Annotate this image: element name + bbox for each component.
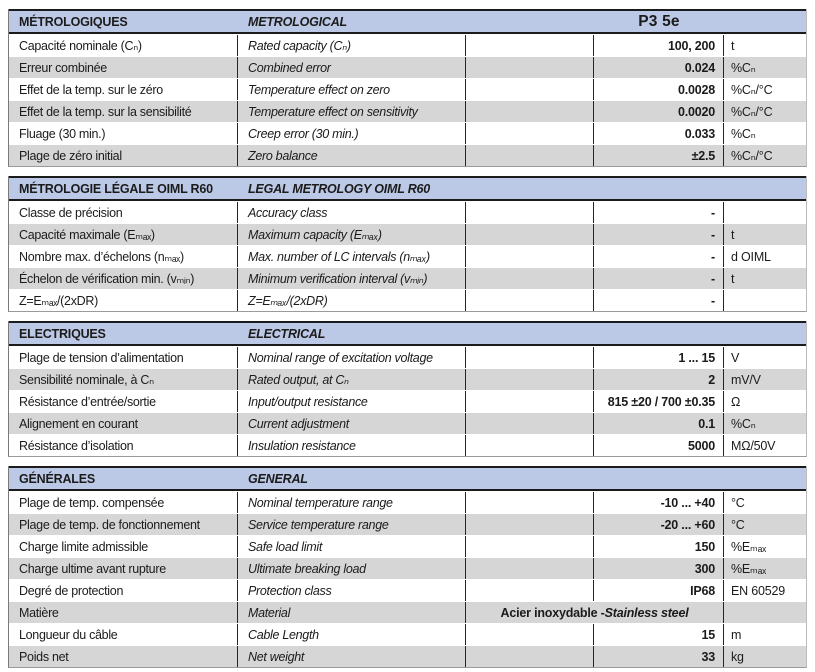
spec-row <box>9 390 806 412</box>
label-fr: Plage de temp. de fonctionnement <box>9 514 238 535</box>
label-fr: Charge ultime avant rupture <box>9 558 238 579</box>
section-title-en: LEGAL METROLOGY OIML R60 <box>248 181 431 196</box>
spec-row <box>9 34 806 56</box>
section-header <box>9 466 806 491</box>
empty-cell <box>466 558 594 579</box>
empty-cell <box>466 268 594 289</box>
spec-row <box>9 491 806 513</box>
value-cell: 0.1 <box>594 413 724 434</box>
section-title-en: GENERAL <box>248 471 308 486</box>
label-en: Temperature effect on zero <box>238 79 466 100</box>
unit-cell: °C <box>731 495 745 510</box>
unit-cell: %Cₙ <box>731 417 756 431</box>
unit-cell: d OIML <box>731 249 771 264</box>
product-name: P3 5e <box>638 12 680 30</box>
spec-row <box>9 100 806 122</box>
label-en: Cable Length <box>238 624 466 645</box>
unit-cell: %Cₙ/°C <box>731 83 773 97</box>
spec-row <box>9 601 806 623</box>
value-cell: - <box>594 268 724 289</box>
value-cell: 2 <box>594 369 724 390</box>
value-cell: 33 <box>594 646 724 667</box>
label-fr: Sensibilité nominale, à Cₙ <box>9 369 238 390</box>
value-text-fr: Acier inoxydable - <box>500 605 605 620</box>
value-cell: 100, 200 <box>594 35 724 56</box>
value-cell: IP68 <box>594 580 724 601</box>
spec-row <box>9 201 806 223</box>
spec-section <box>8 466 807 668</box>
label-en: Rated output, at Cₙ <box>238 369 466 390</box>
label-fr: Z=Eₘₐₓ/(2xDR) <box>9 290 238 311</box>
value-cell: - <box>594 290 724 311</box>
label-en: Rated capacity (Cₙ) <box>238 35 466 56</box>
label-fr: Capacité nominale (Cₙ) <box>9 35 238 56</box>
label-fr: Degré de protection <box>9 580 238 601</box>
empty-cell <box>466 290 594 311</box>
label-en: Z=Eₘₐₓ/(2xDR) <box>238 290 466 311</box>
label-en: Creep error (30 min.) <box>238 123 466 144</box>
label-fr: Résistance d’entrée/sortie <box>9 391 238 412</box>
label-en: Service temperature range <box>238 514 466 535</box>
unit-cell: kg <box>731 649 744 664</box>
unit-cell: t <box>731 227 735 242</box>
empty-cell <box>466 79 594 100</box>
label-fr: Capacité maximale (Eₘₐₓ) <box>9 224 238 245</box>
label-en: Nominal range of excitation voltage <box>238 347 466 368</box>
section-header <box>9 9 806 34</box>
unit-cell: MΩ/50V <box>731 438 776 453</box>
value-text-en: Stainless steel <box>604 605 689 620</box>
label-fr: Fluage (30 min.) <box>9 123 238 144</box>
value-cell: 0.0028 <box>594 79 724 100</box>
label-en: Material <box>238 602 466 623</box>
value-cell: -10 ... +40 <box>594 492 724 513</box>
section-header <box>9 176 806 201</box>
label-fr: Plage de temp. compensée <box>9 492 238 513</box>
label-en: Safe load limit <box>238 536 466 557</box>
spec-row <box>9 289 806 311</box>
spec-row <box>9 122 806 144</box>
label-fr: Classe de précision <box>9 202 238 223</box>
label-fr: Plage de tension d’alimentation <box>9 347 238 368</box>
spec-row <box>9 78 806 100</box>
empty-cell <box>466 224 594 245</box>
section-title-en: METROLOGICAL <box>248 14 347 29</box>
section-header <box>9 321 806 346</box>
label-fr: Poids net <box>9 646 238 667</box>
label-fr: Erreur combinée <box>9 57 238 78</box>
label-fr: Effet de la temp. sur la sensibilité <box>9 101 238 122</box>
unit-cell: EN 60529 <box>731 583 785 598</box>
spec-row <box>9 579 806 601</box>
label-fr: Longueur du câble <box>9 624 238 645</box>
empty-cell <box>466 435 594 456</box>
spec-section <box>8 176 807 312</box>
empty-cell <box>466 347 594 368</box>
unit-cell: V <box>731 350 740 365</box>
empty-cell <box>466 580 594 601</box>
label-fr: Alignement en courant <box>9 413 238 434</box>
unit-cell: Ω <box>731 394 741 409</box>
label-en: Maximum capacity (Eₘₐₓ) <box>238 224 466 245</box>
spec-row <box>9 56 806 78</box>
unit-cell: °C <box>731 517 745 532</box>
unit-cell: %Cₙ <box>731 127 756 141</box>
value-cell: 300 <box>594 558 724 579</box>
empty-cell <box>466 492 594 513</box>
empty-cell <box>466 624 594 645</box>
empty-cell <box>466 536 594 557</box>
label-en: Nominal temperature range <box>238 492 466 513</box>
value-cell: 15 <box>594 624 724 645</box>
unit-cell: %Eₘₐₓ <box>731 540 766 554</box>
empty-cell <box>466 35 594 56</box>
value-cell: 150 <box>594 536 724 557</box>
spec-row <box>9 368 806 390</box>
empty-cell <box>466 413 594 434</box>
empty-cell <box>466 646 594 667</box>
unit-cell <box>724 602 806 623</box>
label-fr: Nombre max. d’échelons (nₘₐₓ) <box>9 246 238 267</box>
spec-row <box>9 535 806 557</box>
value-cell: - <box>594 246 724 267</box>
section-title-en: ELECTRICAL <box>248 326 326 341</box>
value-cell-merged <box>466 602 724 623</box>
spec-row <box>9 623 806 645</box>
label-en: Ultimate breaking load <box>238 558 466 579</box>
unit-cell: %Cₙ <box>731 61 756 75</box>
empty-cell <box>466 514 594 535</box>
value-cell: 815 ±20 / 700 ±0.35 <box>594 391 724 412</box>
label-en: Current adjustment <box>238 413 466 434</box>
unit-cell: %Cₙ/°C <box>731 105 773 119</box>
empty-cell <box>466 123 594 144</box>
value-cell: - <box>594 202 724 223</box>
empty-cell <box>466 369 594 390</box>
spec-section <box>8 9 807 167</box>
label-en: Zero balance <box>238 145 466 166</box>
empty-cell <box>466 202 594 223</box>
spec-row <box>9 346 806 368</box>
value-cell: 1 ... 15 <box>594 347 724 368</box>
unit-cell <box>724 202 806 223</box>
label-en: Protection class <box>238 580 466 601</box>
label-en: Temperature effect on sensitivity <box>238 101 466 122</box>
value-cell: ±2.5 <box>594 145 724 166</box>
empty-cell <box>466 246 594 267</box>
label-en: Input/output resistance <box>238 391 466 412</box>
label-en: Insulation resistance <box>238 435 466 456</box>
spec-row <box>9 267 806 289</box>
spec-row <box>9 223 806 245</box>
spec-row <box>9 144 806 166</box>
spec-row <box>9 412 806 434</box>
spec-section <box>8 321 807 457</box>
label-en: Net weight <box>238 646 466 667</box>
label-fr: Résistance d’isolation <box>9 435 238 456</box>
label-en: Minimum verification interval (vₘᵢₙ) <box>238 268 466 289</box>
label-en: Combined error <box>238 57 466 78</box>
unit-cell: t <box>731 38 735 53</box>
spec-row <box>9 513 806 535</box>
label-fr: Plage de zéro initial <box>9 145 238 166</box>
empty-cell <box>466 57 594 78</box>
unit-cell: mV/V <box>731 372 761 387</box>
value-cell: 5000 <box>594 435 724 456</box>
label-fr: Matière <box>9 602 238 623</box>
spec-row <box>9 434 806 456</box>
spec-row <box>9 245 806 267</box>
section-title-fr: MÉTROLOGIE LÉGALE OIML R60 <box>19 181 213 196</box>
empty-cell <box>466 145 594 166</box>
section-title-fr: MÉTROLOGIQUES <box>19 14 128 29</box>
value-cell: 0.024 <box>594 57 724 78</box>
label-fr: Échelon de vérification min. (vₘᵢₙ) <box>9 268 238 289</box>
unit-cell <box>724 290 806 311</box>
label-fr: Effet de la temp. sur le zéro <box>9 79 238 100</box>
unit-cell: t <box>731 271 735 286</box>
value-cell: -20 ... +60 <box>594 514 724 535</box>
label-en: Max. number of LC intervals (nₘₐₓ) <box>238 246 466 267</box>
empty-cell <box>466 391 594 412</box>
label-fr: Charge limite admissible <box>9 536 238 557</box>
spec-row <box>9 557 806 579</box>
value-cell: 0.033 <box>594 123 724 144</box>
unit-cell: m <box>731 627 742 642</box>
section-title-fr: GÉNÉRALES <box>19 471 95 486</box>
value-cell: - <box>594 224 724 245</box>
unit-cell: %Cₙ/°C <box>731 149 773 163</box>
section-title-fr: ELECTRIQUES <box>19 326 106 341</box>
value-cell: 0.0020 <box>594 101 724 122</box>
empty-cell <box>466 101 594 122</box>
label-en: Accuracy class <box>238 202 466 223</box>
spec-row <box>9 645 806 667</box>
unit-cell: %Eₘₐₓ <box>731 562 766 576</box>
